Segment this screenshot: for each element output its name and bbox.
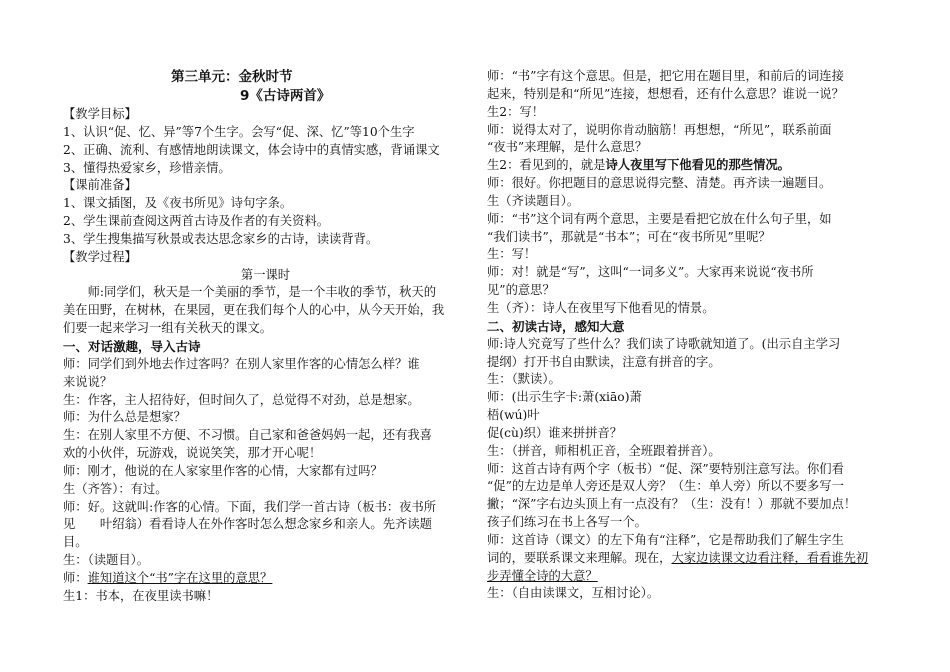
right-text-line	[487, 229, 889, 247]
line-text: 生：写！	[487, 247, 537, 262]
line-text: 生（齐答）：有过。	[63, 481, 168, 496]
line-text: 师:同学们，秋天是一个美丽的季节，是一个丰收的季节，秋天的	[63, 285, 437, 300]
line-text: 师：说得太对了，说明你肯动脑筋！再想想，“所见”，联系前面	[487, 122, 832, 137]
line-text: 孩子们练习在书上各写一个。	[487, 515, 647, 530]
line-text: 目。	[63, 535, 88, 550]
left-text-line	[63, 284, 468, 302]
line-text: 师：	[63, 570, 88, 585]
left-text-line	[63, 356, 468, 374]
left-text-line	[63, 374, 468, 392]
line-text: 生：（拼音，师相机正音，全班跟着拼音）。	[487, 443, 721, 458]
line-text: 词的，要联系课文来理解。现在，	[487, 550, 672, 565]
line-text: 生2：写！	[487, 104, 545, 119]
line-text: 师：这首古诗有两个字（板书）“促、深”要特别注意写法。你们看	[487, 461, 844, 476]
line-text: 【课前准备】	[63, 178, 137, 193]
right-text-line	[487, 122, 889, 140]
right-text-line	[487, 139, 889, 157]
line-text: 提纲）打开书自由默读，注意有拼音的字。	[487, 354, 721, 369]
line-text: 第三单元：金秋时节	[171, 69, 293, 85]
line-text: 生：（读题目）。	[63, 553, 150, 568]
right-text-line	[487, 211, 889, 229]
left-text-line	[63, 320, 468, 338]
right-text-line	[487, 175, 889, 193]
line-text: 师：(出示生字卡:萧(xiāo)萧	[487, 390, 642, 405]
right-text-line	[487, 550, 889, 568]
line-text: 师：刚才，他说的在人家家里作客的心情，大家都有过吗？	[63, 463, 383, 478]
left-text-line	[63, 267, 468, 285]
line-text: 2、正确、流利、有感情地朗读课文，体会诗中的真情实感，背诵课文	[63, 142, 440, 157]
right-text-line	[487, 425, 889, 443]
left-text-line	[63, 499, 468, 517]
line-text: 【教学目标】	[63, 107, 137, 121]
line-text: 起来，特别是和“所见”连接，想想看，还有什么意思？谁说一说？	[487, 86, 844, 101]
left-text-line	[63, 463, 468, 481]
line-text: 师：这首诗（课文）的左下角有“注释”，它是帮助我们了解生字生	[487, 532, 844, 547]
line-text: 生（齐读题目）。	[487, 193, 580, 208]
line-text: 师：对！就是“写”，这叫“一词多义”。大家再来说说“夜书所	[487, 265, 814, 280]
line-text: 们要一起来学习一组有关秋天的课文。	[63, 321, 273, 336]
line-text: 师：很好。你把题目的意思说得完整、清楚。再齐读一遍题目。	[487, 176, 832, 191]
underlined-text: 步弄懂全诗的大意？	[487, 568, 598, 583]
line-text: 生（齐）：诗人在夜里写下他看见的情景。	[487, 300, 715, 315]
line-text: 1、课文插图，及《夜书所见》诗句字条。	[63, 196, 293, 211]
line-text: 生2：看见到的，就是	[487, 158, 606, 173]
right-text-line	[487, 68, 889, 86]
line-text: 见 叶绍翁）看看诗人在外作客时怎么想念家乡和亲人。先齐读题	[63, 517, 432, 532]
left-text-line	[63, 142, 468, 160]
right-text-line	[487, 478, 889, 496]
left-text-line	[63, 481, 468, 499]
line-text: 一、对话激趣，导入古诗	[63, 338, 201, 354]
right-text-line	[487, 264, 889, 282]
line-text: 生：作客，主人招待好，但时间久了，总觉得不对劲，总是想家。	[63, 392, 420, 407]
line-text: 撇；“深”字右边头顶上有一点没有？（生：没有！）那就不要加点！	[487, 497, 857, 512]
line-text: 二、初读古诗，感知大意	[487, 318, 625, 334]
line-text: 生：（默读）。	[487, 372, 561, 387]
line-text: 第一课时	[240, 267, 291, 282]
right-text-line	[487, 496, 889, 514]
line-text: 师：同学们到外地去作过客吗？在别人家里作客的心情怎么样？谁	[63, 356, 420, 371]
line-text: 生1：书本，在夜里读书嘛！	[63, 588, 219, 603]
left-text-line	[63, 68, 468, 87]
left-text-line	[63, 570, 468, 588]
line-text: 2、学生课前查阅这两首古诗及作者的有关资料。	[63, 214, 330, 229]
left-text-line	[63, 516, 468, 534]
right-text-line	[487, 157, 889, 175]
right-text-line	[487, 568, 889, 586]
line-text: 3、懂得热爱家乡，珍惜亲情。	[63, 160, 231, 175]
right-text-line	[487, 86, 889, 104]
line-text: 生：（自由读课文，互相讨论）。	[487, 586, 660, 601]
left-text-line	[63, 160, 468, 178]
left-text-line	[63, 588, 468, 606]
left-text-line	[63, 445, 468, 463]
left-text-line	[63, 338, 468, 356]
left-text-line	[63, 427, 468, 445]
line-text: 师：为什么总是想家？	[63, 410, 186, 425]
left-text-line	[63, 392, 468, 410]
line-text: 【教学过程】	[63, 249, 137, 264]
line-text: 欢的小伙伴，玩游戏，说说笑笑，那才开心呢！	[63, 446, 322, 461]
line-text: 师:诗人究竟写了些什么？我们读了诗歌就知道了。(出示自主学习	[487, 336, 841, 351]
bold-text: 诗人夜里写下他看见的那些情况。	[605, 158, 790, 173]
left-text-line	[63, 249, 468, 267]
left-text-line	[63, 177, 468, 195]
right-text-line	[487, 443, 889, 461]
line-text: 见”的意思？	[487, 283, 555, 298]
left-column	[63, 68, 468, 606]
right-text-line	[487, 104, 889, 122]
line-text: 师：好。这就叫:作客的心情。下面，我们学一首古诗（板书：夜书所	[63, 499, 437, 514]
right-text-line	[487, 514, 889, 532]
line-text: 美在田野，在树林，在果园，更在我们每个人的心中，从今天开始，我	[63, 303, 445, 318]
left-text-line	[63, 124, 468, 142]
line-text: 1、认识“促、忆、异”等7个生字。会写“促、深、忆”等10个生字	[63, 124, 415, 139]
right-text-line	[487, 389, 889, 407]
line-text: 梧(wú)叶	[487, 408, 540, 423]
right-text-line	[487, 371, 889, 389]
right-text-line	[487, 532, 889, 550]
line-text: “我们读书”，那就是“书本”；可在“夜书所见”里呢？	[487, 229, 771, 244]
left-text-line	[63, 302, 468, 320]
right-text-line	[487, 461, 889, 479]
right-text-line	[487, 246, 889, 264]
right-text-line	[487, 336, 889, 354]
left-text-line	[63, 409, 468, 427]
line-text: 3、学生搜集描写秋景或表达思念家乡的古诗，读读背背。	[63, 231, 379, 246]
right-text-line	[487, 300, 889, 318]
left-text-line	[63, 231, 468, 249]
right-text-line	[487, 585, 889, 603]
line-text: “夜书”来理解，是什么意思？	[487, 140, 648, 155]
right-text-line	[487, 318, 889, 336]
line-text: 来说说？	[63, 374, 113, 389]
right-text-line	[487, 282, 889, 300]
left-text-line	[63, 106, 468, 124]
right-column	[487, 68, 889, 603]
underlined-text: 大家边读课文边看注释，看看谁先初	[671, 550, 869, 565]
line-text: 9《古诗两首》	[240, 88, 331, 104]
left-text-line	[63, 213, 468, 231]
line-text: 师：“书”这个词有两个意思，主要是看把它放在什么句子里，如	[487, 211, 832, 226]
right-text-line	[487, 193, 889, 211]
right-text-line	[487, 407, 889, 425]
line-text: “促”的左边是单人旁还是双人旁？（生：单人旁）所以不要多写一	[487, 479, 844, 494]
left-text-line	[63, 534, 468, 552]
left-text-line	[63, 552, 468, 570]
right-text-line	[487, 354, 889, 372]
underlined-text: 谁知道这个“书”字在这里的意思？	[87, 570, 273, 585]
line-text: 促(cù)织）谁来拼拼音？	[487, 425, 623, 440]
left-text-line	[63, 195, 468, 213]
line-text: 生：在别人家里不方便、不习惯。自己家和爸爸妈妈一起，还有我喜	[63, 428, 432, 443]
line-text: 师：“书”字有这个意思。但是，把它用在题目里，和前后的词连接	[487, 69, 844, 83]
left-text-line	[63, 87, 468, 106]
